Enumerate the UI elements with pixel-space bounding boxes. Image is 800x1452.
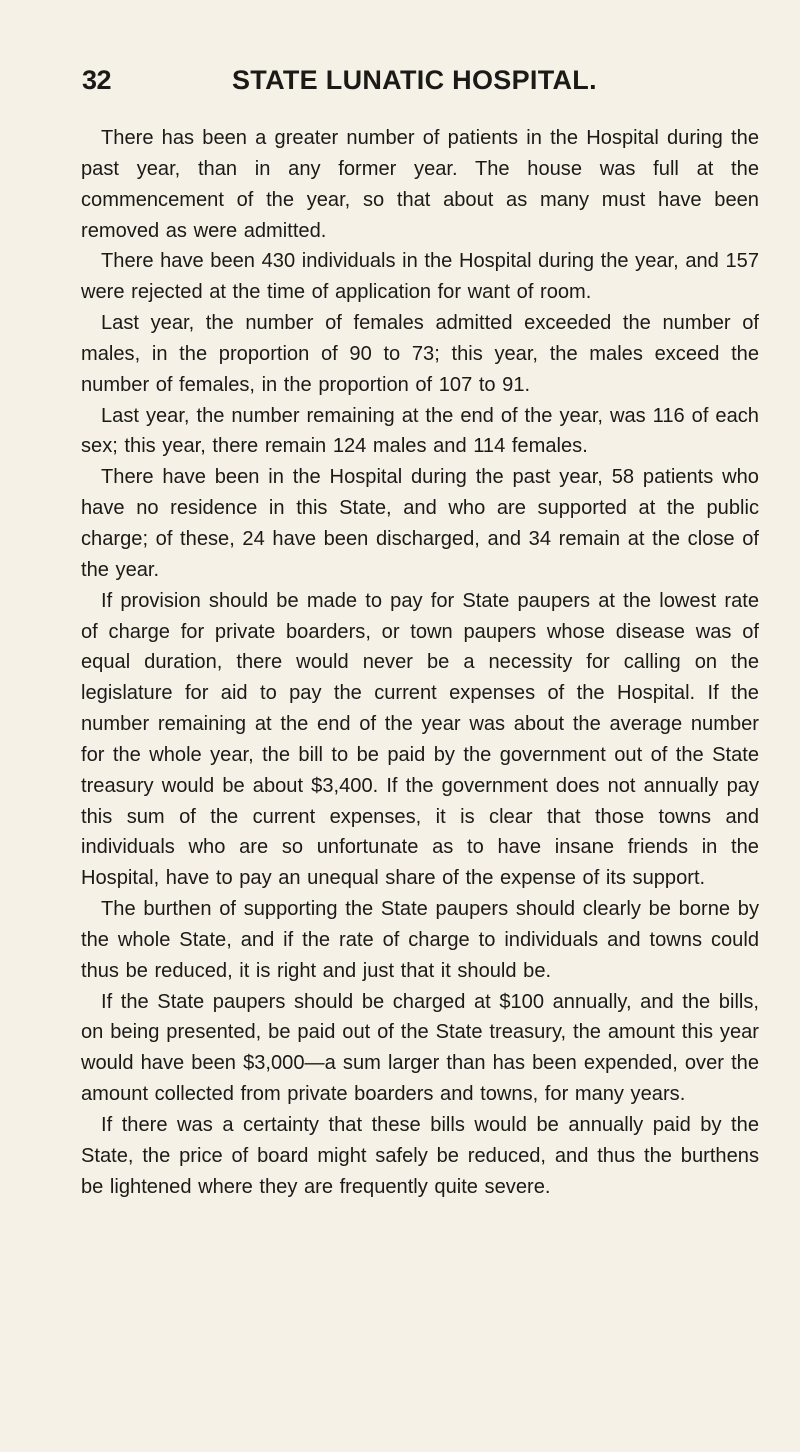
page-header <box>82 60 742 100</box>
paragraph-remaining: Last year, the number remaining at the end of the year, was 116 of each sex; this year, there remain 124 males and 114 females. <box>81 404 759 458</box>
paragraph-sex-proportion: Last year, the number of females admitted exceeded the number of males, in the proportion of 90 to 73; this year, the males exceed the number of females, in the proportion of 107 to 91. <box>81 312 759 396</box>
paragraph-individuals-total: There have been 430 individuals in the Hospital during the year, and 157 were rejected at the time of application for want of room. <box>81 250 759 304</box>
running-head: STATE LUNATIC HOSPITAL. <box>232 65 597 95</box>
paragraph-certainty: If there was a certainty that these bills would be annually paid by the State, the price of board might safely be reduced, and thus the burthens be lightened where they are frequently quite severe. <box>81 1114 759 1198</box>
paragraph-burthen: The burthen of supporting the State paupers should clearly be borne by the whole State, and if the rate of charge to individuals and towns could thus be reduced, it is right and just that it should be. <box>81 898 759 982</box>
body-text <box>81 123 759 1203</box>
paragraph-charge: If the State paupers should be charged at $100 annually, and the bills, on being presented, be paid out of the State treasury, the amount this year would have been $3,000—a sum larger than has been expended, over the amount collected from private boarders and towns, for many years. <box>81 990 759 1106</box>
paragraph-patient-numbers: There has been a greater number of patients in the Hospital during the past year, than in any former year. The house was full at the commencement of the year, so that about as many must have been removed as were admitted. <box>81 127 759 242</box>
paragraph-state-patients: There have been in the Hospital during the past year, 58 patients who have no residence in this State, and who are supported at the public charge; of these, 24 have been discharged, and 34 remain at the close of the year. <box>81 466 759 581</box>
page-number: 32 <box>82 65 112 95</box>
paragraph-provision: If provision should be made to pay for State paupers at the lowest rate of charge for private boarders, or town paupers whose disease was of equal duration, there would never be a necessity for calling on the legislature for aid to pay the current expenses of the Hospital. If the number remaining at the end of the year was about the average number for the whole year, the bill to be paid by the government out of the State treasury would be about $3,400. If the government does not annually pay this sum of the current expenses, it is clear that those towns and individuals who are so unfortunate as to have insane friends in the Hospital, have to pay an unequal share of the expense of its support. <box>81 589 759 890</box>
